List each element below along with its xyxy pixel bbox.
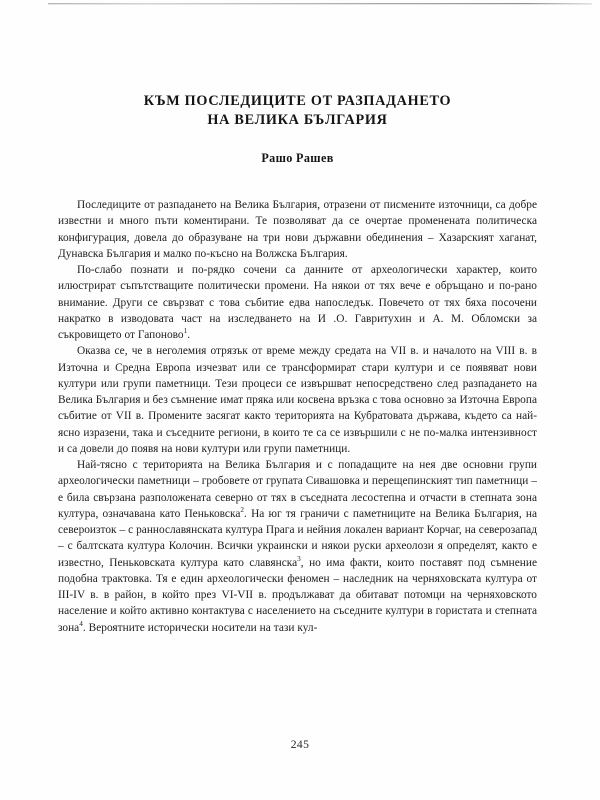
paragraph-text: . Вероятните исторически носители на тази кул- [82,621,318,634]
footnote-marker-4: 4 [79,619,83,628]
paragraph [58,457,537,636]
article-title-line-2: НА ВЕЛИКА БЪЛГАРИЯ [207,112,388,128]
paragraph-text: Най-тясно с територията на Велика България и с попадащите на нея две основни групи археологически паметници – гробовете от групата Сивашовка и перещепинският тип паметници – е била свързана разположената северно от тях в съседната лесостепна и отчасти в степната зона култура, означавана като Пеньковска [58,459,537,520]
paragraph-text: Последиците от разпадането на Велика България, отразени от писмените източници, са добре известни и много пъти коментирани. Те позволяват да се очертае променената политическа конфигурация, довела до образуване на три нови държавни обединения – Хазарският хаганат, Дунавска България и малко по-късно на Волжска България. [58,199,537,260]
paragraph [58,197,537,262]
paragraph-text-tail: . [187,329,191,341]
article-title-line-1: КЪМ ПОСЛЕДИЦИТЕ ОТ РАЗПАДАНЕТО [143,93,452,109]
paragraph-text: , но има факти, които поставят под съмнение подобна трактовка. Тя е един археологически феномен – наследник на черняховската култура от III-IV в. в район, в който през VI-VII в. продължават да обитават потомци на черняховското население и който активно контактува с населението на съседните култури в гористата и степната зона [58,556,537,634]
footnote-marker-2: 2 [240,505,245,514]
article-body [58,197,537,636]
page-content [58,0,537,636]
footnote-marker-1: 1 [183,327,188,336]
paragraph-text: Оказва се, че в неголемия отрязък от време между средата на VII в. и началото на VIII в. в Източна и Средна Европа изчезват или се трансформират стари култури и се появяват нови култури или групи паметници. Тези процеси се извършват непосредствено след разпадането на Велика България и без съмнение имат пряка или косвена връзка с това основно за Източна Европа събитие от VII в. Промените засягат както територията на Кубратовата държава, където са най-ясно изразени, така и съседните региони, в които те са се извършили с не по-малка интензивност и са довели до появя на нови култури или групи паметници. [58,345,537,455]
article-title [58,92,537,130]
page-number: 245 [290,738,310,751]
paragraph-text: . На юг тя граничи с паметниците на Велика България, на североизток – с раннославянската култура Прага и нейния локален вариант Корчаг, на северозапад – с балтската култура Колочин. Всички украински и някои руски археолози я определят, както е известно, Пеньковската култура като славянска [58,507,538,569]
article-author: Рашо Рашев [261,151,334,165]
paragraph [58,343,537,457]
paragraph [58,262,537,343]
paragraph-text: По-слабо познати и по-рядко сочени са данните от археологически характер, които илюстрират съпътстващите политически промени. На някои от тях вече е обръщано и по-рано внимание. Други се свързват с това събитие едва напоследък. Повечето от тях бяха посочени накратко в изводовата част на изследването на И .О. Гавритухин и А. М. Обломски за съкровището от Гапоново [58,264,537,341]
footnote-marker-3: 3 [297,554,301,563]
